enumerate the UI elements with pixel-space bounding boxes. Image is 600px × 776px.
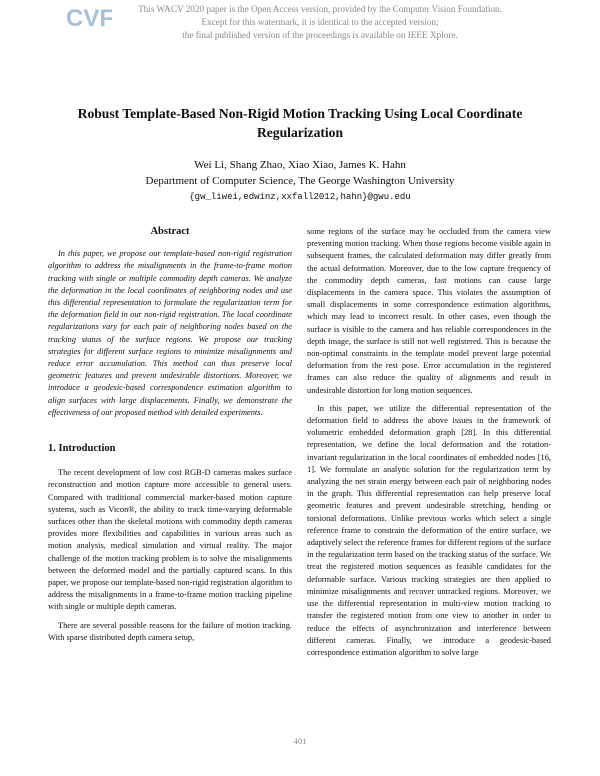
- abstract-body: [48, 248, 292, 419]
- paragraph: some regions of the surface may be occluded from the camera view preventing motion tracking. When those regions become visible again in subsequent frames, the calculated deformation may differ greatly from the actual deformation. Moreover, due to the low capture frequency of the commodity depth cameras, fast motions can cause large displacements in the camera space. This violates the assumption of small displacements in some correspondence estimation algorithms, which may lead to incorrect result. In other cases, even though the surface is visible to the camera and has reliable correspondences in the depth image, the surface is still not well registered. This is because the non-optimal constraints in the template model prevent large potential deformation from the rest pose. Error accumulation in the registered frames can also reduce the quality of alignments and result in undesirable distortion for long motion sequences.: [307, 227, 551, 395]
- cvf-logo: [64, 2, 112, 32]
- notice-line: the final published version of the proceedings is available on IEEE Xplore.: [182, 30, 458, 40]
- title-line: Regularization: [256, 125, 344, 140]
- author-names: Wei Li, Shang Zhao, Xiao Xiao, James K. Hahn: [194, 159, 406, 171]
- right-column: [307, 226, 551, 665]
- abstract-heading: Abstract: [150, 226, 190, 237]
- left-column: [48, 226, 292, 650]
- notice-line: Except for this watermark, it is identical to the accepted version;: [201, 17, 439, 27]
- author-block: [40, 157, 560, 205]
- section-heading-introduction: 1. Introduction: [48, 443, 116, 455]
- paragraph: There are several possible reasons for the failure of motion tracking. With sparse distributed depth camera setup,: [48, 620, 292, 642]
- cvf-logo-graphic: [64, 2, 112, 32]
- page-number: 401: [293, 736, 307, 746]
- cvf-logo-text: CVF: [66, 5, 112, 32]
- affiliation: Department of Computer Science, The George Washington University: [145, 175, 455, 187]
- author-emails: {gw_liwei,edwinz,xxfall2012,hahn}@gwu.edu: [189, 192, 411, 202]
- abstract-text: In this paper, we propose our template-based non-rigid registration algorithm to address the misalignments in the frame-to-frame motion tracking with single or multiple commodity depth cameras. We analyze the deformation in the local coordinates of neighboring nodes and use this differential representation to formulate the regularization term for the deformation field in our non-rigid registration. The local coordinate regularizations vary for each pair of neighboring nodes based on the tracking status of the surface regions. We propose our tracking strategies for different surface regions to minimize misalignments and reduce error accumulation. This method can thus preserve local geometric features and prevent undesirable distortions. Moreover, we introduce a geodesic-based correspondence estimation algorithm to align surfaces with large displacements. Finally, we demonstrate the effectiveness of our proposed method with detailed experiments.: [48, 249, 292, 417]
- paragraph: The recent development of low cost RGB-D cameras makes surface reconstruction and motion capture more accessible to general users. Compared with traditional commercial marker-based motion capture systems, such as Vicon®, the ability to track time-varying deformable surfaces other than the skeletal motions with commodity depth cameras provides more flexibilities and capabilities in various areas such as motion analysis, medical simulation and virtual reality. The major challenge of the motion tracking problem is to solve the misalignments between the deformed model and the partially captured scans. In this paper, we propose our template-based non-rigid registration algorithm to address the misalignments in a frame-to-frame motion tracking pipeline with single or multiple depth cameras.: [48, 468, 292, 612]
- title-line: Robust Template-Based Non-Rigid Motion Tracking Using Local Coordinate: [77, 106, 523, 121]
- open-access-notice: [110, 3, 530, 42]
- paragraph: In this paper, we utilize the differential representation of the deformation field to address the above issues in the framework of volumetric embedded deformation graph [28]. In this differential representation, we define the local deformation and the rotation-invariant regularization in the local coordinates of embedded nodes [16, 1]. We formulate an analytic solution for the regularization term by analyzing the net strain energy between each pair of neighboring nodes in the graph. This differential representation can help preserve local geometric features and prevent undesirable stretching, bending or torsional deformations. Unlike previous works which select a single reference frame to constrain the deformation of the entire surface, we adaptively select the reference frames for different regions of the surface in the regularization term based on the tracking status of the surface. We treat the registered motion sequences as feasible candidates for the deformable surface. Various tracking strategies are then applied to minimize misalignments and recover untracked regions. Moreover, we use the differential representation in multi-view motion tracking to transfer the registered motion from one view to another in order to reduce the effects of asynchronization and interference between different cameras. Finally, we introduce a geodesic-based correspondence estimation algorithm to solve large: [307, 403, 551, 657]
- paper-title: [40, 104, 560, 142]
- notice-line: This WACV 2020 paper is the Open Access version, provided by the Computer Vision Foundation.: [138, 4, 502, 14]
